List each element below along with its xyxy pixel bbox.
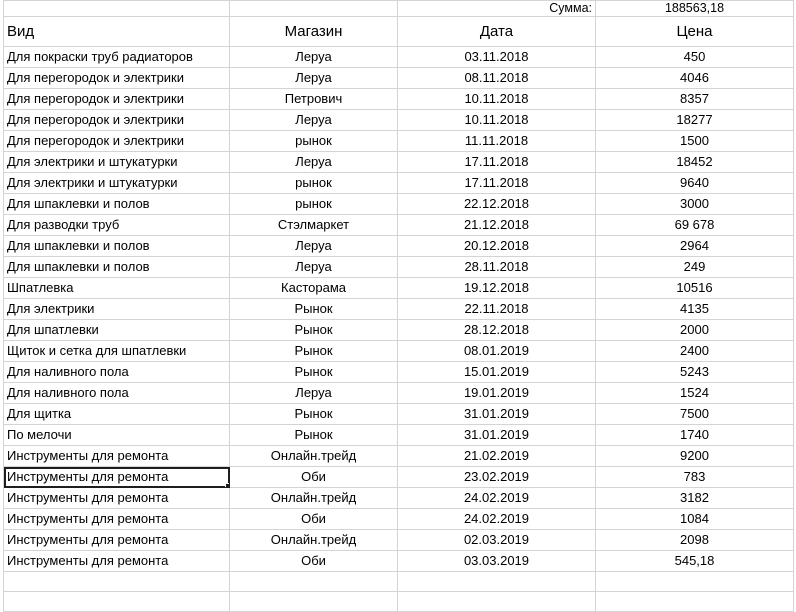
cell-store[interactable]: Леруа: [230, 152, 398, 173]
table-row: [4, 215, 794, 236]
cell-store[interactable]: рынок: [230, 173, 398, 194]
table-row: [4, 152, 794, 173]
cell[interactable]: [230, 1, 398, 17]
cell-price[interactable]: 1084: [596, 509, 794, 530]
cell-store[interactable]: Стэлмаркет: [230, 215, 398, 236]
table-row: [4, 425, 794, 446]
cell-kind[interactable]: Для перегородок и электрики: [4, 68, 230, 89]
cell-date[interactable]: 15.01.2019: [398, 362, 596, 383]
cell[interactable]: [398, 592, 596, 612]
cell-price[interactable]: 10516: [596, 278, 794, 299]
cell-date[interactable]: 21.12.2018: [398, 215, 596, 236]
cell-date[interactable]: 08.11.2018: [398, 68, 596, 89]
cell-price[interactable]: 4046: [596, 68, 794, 89]
cell-kind[interactable]: Инструменты для ремонта: [4, 509, 230, 530]
cell[interactable]: [4, 1, 230, 17]
cell-date[interactable]: 28.11.2018: [398, 257, 596, 278]
cell-price[interactable]: 545,18: [596, 551, 794, 572]
cell-date[interactable]: 03.03.2019: [398, 551, 596, 572]
cell-kind[interactable]: Для электрики: [4, 299, 230, 320]
cell-kind[interactable]: Для щитка: [4, 404, 230, 425]
cell-kind[interactable]: Для шпаклевки и полов: [4, 257, 230, 278]
cell[interactable]: [398, 572, 596, 592]
sum-value: 188563,18: [664, 1, 725, 15]
cell-store[interactable]: Онлайн.трейд: [230, 488, 398, 509]
header-store[interactable]: Магазин: [230, 17, 398, 47]
cell-date[interactable]: 20.12.2018: [398, 236, 596, 257]
header-row: [4, 17, 794, 47]
cell-price[interactable]: 2000: [596, 320, 794, 341]
cell-kind[interactable]: Для шпатлевки: [4, 320, 230, 341]
cell-date[interactable]: 22.12.2018: [398, 194, 596, 215]
cell-price[interactable]: 8357: [596, 89, 794, 110]
cell-price[interactable]: 7500: [596, 404, 794, 425]
cell-price[interactable]: 69 678: [596, 215, 794, 236]
cell-date[interactable]: 28.12.2018: [398, 320, 596, 341]
table-row: [4, 173, 794, 194]
cell-price[interactable]: 4135: [596, 299, 794, 320]
cell-kind[interactable]: Инструменты для ремонта: [4, 467, 230, 488]
cell-store[interactable]: Рынок: [230, 425, 398, 446]
cell-price[interactable]: 1500: [596, 131, 794, 152]
cell-price[interactable]: 2400: [596, 341, 794, 362]
cell-price[interactable]: 1740: [596, 425, 794, 446]
cell-kind[interactable]: Для наливного пола: [4, 362, 230, 383]
table-row: [4, 467, 794, 488]
cell-kind[interactable]: Инструменты для ремонта: [4, 488, 230, 509]
cell-date[interactable]: 17.11.2018: [398, 152, 596, 173]
sum-value-cell[interactable]: [596, 1, 794, 17]
table-row: [4, 530, 794, 551]
table-row: [4, 89, 794, 110]
cell-date[interactable]: 17.11.2018: [398, 173, 596, 194]
cell-date[interactable]: 10.11.2018: [398, 110, 596, 131]
cell[interactable]: [596, 572, 794, 592]
empty-row: [4, 592, 794, 612]
table-row: [4, 236, 794, 257]
cell-kind[interactable]: Для перегородок и электрики: [4, 131, 230, 152]
cell-kind[interactable]: Для электрики и штукатурки: [4, 152, 230, 173]
cell-kind[interactable]: Для шпаклевки и полов: [4, 194, 230, 215]
cell-kind[interactable]: По мелочи: [4, 425, 230, 446]
table-row: [4, 362, 794, 383]
cell-price[interactable]: 2098: [596, 530, 794, 551]
cell-price[interactable]: 3000: [596, 194, 794, 215]
cell-kind[interactable]: Для электрики и штукатурки: [4, 173, 230, 194]
table-row: [4, 194, 794, 215]
cell-store[interactable]: Рынок: [230, 320, 398, 341]
cell-kind[interactable]: Шпатлевка: [4, 278, 230, 299]
cell-date[interactable]: 02.03.2019: [398, 530, 596, 551]
cell-store[interactable]: Оби: [230, 467, 398, 488]
table-row: [4, 131, 794, 152]
cell-store[interactable]: Рынок: [230, 341, 398, 362]
sum-label: Сумма:: [549, 1, 592, 15]
cell-date[interactable]: 08.01.2019: [398, 341, 596, 362]
cell-price[interactable]: 9200: [596, 446, 794, 467]
cell-price[interactable]: 5243: [596, 362, 794, 383]
cell-store[interactable]: Оби: [230, 551, 398, 572]
header-price[interactable]: Цена: [596, 17, 794, 47]
table-row: [4, 341, 794, 362]
cell[interactable]: [596, 592, 794, 612]
cell-date[interactable]: 03.11.2018: [398, 47, 596, 68]
cell-kind[interactable]: Инструменты для ремонта: [4, 530, 230, 551]
table-row: [4, 110, 794, 131]
cell-store[interactable]: Петрович: [230, 89, 398, 110]
cell-date[interactable]: 31.01.2019: [398, 404, 596, 425]
cell-store[interactable]: Леруа: [230, 236, 398, 257]
cell-date[interactable]: 22.11.2018: [398, 299, 596, 320]
cell-kind[interactable]: Для разводки труб: [4, 215, 230, 236]
cell[interactable]: [230, 572, 398, 592]
cell-kind[interactable]: Для перегородок и электрики: [4, 89, 230, 110]
cell-date[interactable]: 19.12.2018: [398, 278, 596, 299]
cell-price[interactable]: 1524: [596, 383, 794, 404]
table-row: [4, 383, 794, 404]
cell-date[interactable]: 11.11.2018: [398, 131, 596, 152]
table-row: [4, 278, 794, 299]
empty-row: [4, 572, 794, 592]
cell-store[interactable]: Онлайн.трейд: [230, 530, 398, 551]
table-row: [4, 446, 794, 467]
header-kind[interactable]: Вид: [4, 17, 230, 47]
cell-store[interactable]: Рынок: [230, 362, 398, 383]
cell-store[interactable]: рынок: [230, 131, 398, 152]
cell-date[interactable]: 24.02.2019: [398, 509, 596, 530]
cell[interactable]: [4, 572, 230, 592]
cell-kind[interactable]: Для перегородок и электрики: [4, 110, 230, 131]
cell-store[interactable]: Леруа: [230, 383, 398, 404]
table-row: [4, 509, 794, 530]
table-row: [4, 404, 794, 425]
cell-store[interactable]: Рынок: [230, 299, 398, 320]
cell-store[interactable]: Онлайн.трейд: [230, 446, 398, 467]
cell-kind[interactable]: Для наливного пола: [4, 383, 230, 404]
cell-price[interactable]: 9640: [596, 173, 794, 194]
cell-price[interactable]: 2964: [596, 236, 794, 257]
cell-kind[interactable]: Инструменты для ремонта: [4, 446, 230, 467]
cell-date[interactable]: 21.02.2019: [398, 446, 596, 467]
cell-price[interactable]: 249: [596, 257, 794, 278]
table-row: [4, 320, 794, 341]
table-row: [4, 68, 794, 89]
cell-date[interactable]: 23.02.2019: [398, 467, 596, 488]
cell-store[interactable]: Рынок: [230, 404, 398, 425]
cell-date[interactable]: 24.02.2019: [398, 488, 596, 509]
table-row: [4, 257, 794, 278]
cell-kind[interactable]: Для покраски труб радиаторов: [4, 47, 230, 68]
cell-store[interactable]: рынок: [230, 194, 398, 215]
table-row: [4, 299, 794, 320]
cell-store[interactable]: Касторама: [230, 278, 398, 299]
cell-date[interactable]: 10.11.2018: [398, 89, 596, 110]
cell-date[interactable]: 19.01.2019: [398, 383, 596, 404]
cell-price[interactable]: 3182: [596, 488, 794, 509]
cell-kind[interactable]: Инструменты для ремонта: [4, 551, 230, 572]
cell-price[interactable]: 450: [596, 47, 794, 68]
cell-kind[interactable]: Щиток и сетка для шпатлевки: [4, 341, 230, 362]
cell-price[interactable]: 18277: [596, 110, 794, 131]
table-row: [4, 488, 794, 509]
cell[interactable]: [4, 592, 230, 612]
cell-date[interactable]: 31.01.2019: [398, 425, 596, 446]
table-row: [4, 551, 794, 572]
cell-store[interactable]: Леруа: [230, 257, 398, 278]
cell-store[interactable]: Леруа: [230, 47, 398, 68]
summary-row: [4, 1, 794, 17]
cell-store[interactable]: Леруа: [230, 110, 398, 131]
cell-price[interactable]: 783: [596, 467, 794, 488]
cell[interactable]: [230, 592, 398, 612]
header-date[interactable]: Дата: [398, 17, 596, 47]
table-row: [4, 47, 794, 68]
cell-price[interactable]: 18452: [596, 152, 794, 173]
cell-kind[interactable]: Для шпаклевки и полов: [4, 236, 230, 257]
cell-store[interactable]: Оби: [230, 509, 398, 530]
cell-store[interactable]: Леруа: [230, 68, 398, 89]
spreadsheet-grid: [3, 0, 794, 612]
sum-label-cell[interactable]: [398, 1, 596, 17]
